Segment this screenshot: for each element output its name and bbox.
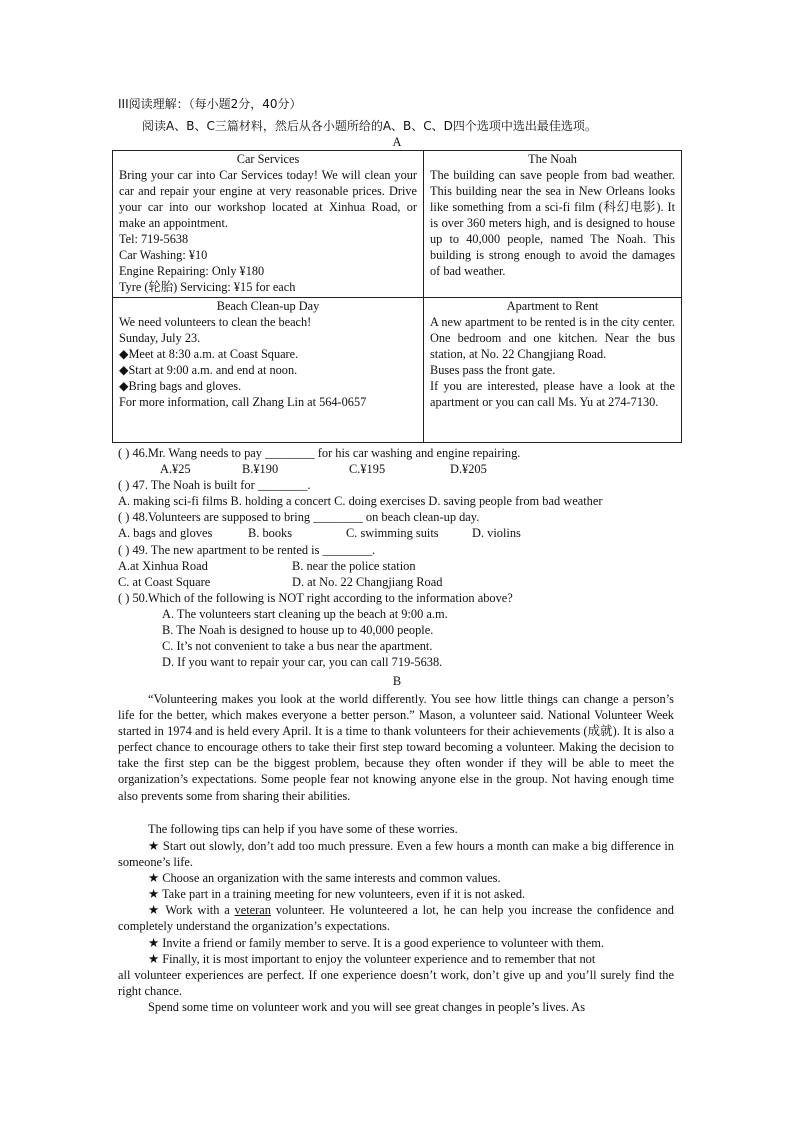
- tip-1: ★ Start out slowly, don’t add too much pressure. Even a few hours a month can make a big difference in someone’s life.: [118, 839, 674, 870]
- q46-option-c: C.¥195: [349, 462, 386, 476]
- question-47: ( ) 47. The Noah is built for ________.: [118, 478, 311, 492]
- ad-text: ◆Bring bags and gloves.: [119, 379, 242, 393]
- ad-text: ◆Start at 9:00 a.m. and end at noon.: [119, 363, 298, 377]
- passage-b-label: B: [392, 674, 402, 688]
- question-49: ( ) 49. The new apartment to be rented is ________.: [118, 543, 376, 557]
- underlined-word-veteran: veteran: [234, 903, 272, 917]
- ads-row-1: [113, 151, 682, 298]
- ad-text: A new apartment to be rented is in the city center. One bedroom and one kitchen. Near the bus station, at No. 22 Changjiang Road.: [430, 315, 675, 361]
- q49-option-d: D. at No. 22 Changjiang Road: [292, 575, 443, 589]
- q49-option-a: A.at Xinhua Road: [118, 559, 208, 573]
- ad-title: Apartment to Rent: [506, 299, 599, 313]
- tip-4-start: ★ Work with a: [148, 903, 235, 917]
- ad-text: Engine Repairing: Only ¥180: [119, 264, 265, 278]
- section-header: III阅读理解：（每小题2分，40分）: [118, 97, 302, 111]
- ad-car-services: [113, 151, 424, 298]
- tip-6-line-1: ★ Finally, it is most important to enjoy the volunteer experience and to remember that not: [148, 952, 596, 966]
- passage-b-paragraph-2: The following tips can help if you have some of these worries.: [148, 822, 458, 836]
- passage-a-label: A: [392, 135, 402, 149]
- ad-apartment: [424, 298, 682, 443]
- tip-2: ★ Choose an organization with the same interests and common values.: [148, 871, 501, 885]
- ads-table: [112, 150, 682, 443]
- q50-option-a: A. The volunteers start cleaning up the beach at 9:00 a.m.: [162, 607, 448, 621]
- q49-option-c: C. at Coast Square: [118, 575, 211, 589]
- q48-option-a: A. bags and gloves: [118, 526, 213, 540]
- ads-row-2: [113, 298, 682, 443]
- ad-text: We need volunteers to clean the beach!: [119, 315, 312, 329]
- ad-title: Car Services: [236, 152, 300, 166]
- q48-option-b: B. books: [248, 526, 293, 540]
- tip-4-end: volunteer. He volunteered a lot, he can help you increase the confidence and completely understand the organization’s expectations.: [118, 903, 674, 934]
- ad-text: Buses pass the front gate.: [430, 363, 556, 377]
- ad-text: Sunday, July 23.: [119, 331, 201, 345]
- q50-option-b: B. The Noah is designed to house up to 40,000 people.: [162, 623, 434, 637]
- tip-6-continued: all volunteer experiences are perfect. If one experience doesn’t work, don’t give up and you’ll surely find the right chance.: [118, 968, 674, 999]
- q47-options: A. making sci-fi films B. holding a concert C. doing exercises D. saving people from bad weather: [118, 494, 603, 508]
- q46-option-b: B.¥190: [242, 462, 279, 476]
- ad-beach-cleanup: [113, 298, 424, 443]
- tip-3: ★ Take part in a training meeting for new volunteers, even if it is not asked.: [148, 887, 526, 901]
- q50-option-d: D. If you want to repair your car, you can call 719-5638.: [162, 655, 443, 669]
- ad-text: Car Washing: ¥10: [119, 248, 208, 262]
- ad-the-noah: [424, 151, 682, 298]
- instructions: 阅读A、B、C三篇材料，然后从各小题所给的A、B、C、D四个选项中选出最佳选项。: [142, 119, 597, 133]
- question-50: ( ) 50.Which of the following is NOT right according to the information above?: [118, 591, 513, 605]
- ad-text: If you are interested, please have a look at the apartment or you can call Ms. Yu at 274-7130.: [430, 379, 675, 409]
- ad-text: The building can save people from bad weather. This building near the sea in New Orleans looks like something from a sci-fi film (科幻电影). It is over 360 meters high, and is designed to house up to 40,000 people, named The Noah. This building is strong enough to avoid the damages of bad weather.: [430, 168, 675, 278]
- ad-title: Beach Clean-up Day: [216, 299, 320, 313]
- ad-text: Bring your car into Car Services today! We will clean your car and repair your engine at very reasonable prices. Drive your car into our workshop located at Xinhua Road, or make an appointment.: [119, 168, 417, 230]
- q46-option-a: A.¥25: [160, 462, 191, 476]
- tip-4: [118, 902, 674, 934]
- ad-text: ◆Meet at 8:30 a.m. at Coast Square.: [119, 347, 299, 361]
- q46-option-d: D.¥205: [450, 462, 487, 476]
- passage-b-paragraph-3: Spend some time on volunteer work and you will see great changes in people’s lives. As: [148, 1000, 586, 1014]
- q48-option-c: C. swimming suits: [346, 526, 439, 540]
- ad-text: For more information, call Zhang Lin at 564-0657: [119, 395, 367, 409]
- q48-option-d: D. violins: [472, 526, 521, 540]
- question-48: ( ) 48.Volunteers are supposed to bring ________ on beach clean-up day.: [118, 510, 480, 524]
- question-46: ( ) 46.Mr. Wang needs to pay ________ for his car washing and engine repairing.: [118, 446, 521, 460]
- tip-5: ★ Invite a friend or family member to serve. It is a good experience to volunteer with them.: [148, 936, 604, 950]
- passage-b-paragraph-1: “Volunteering makes you look at the world differently. You see how little things can change a person’s life for the better, which makes everyone a better person.” Mason, a volunteer said. National Volunteer Week started in 1974 and is held every April. It is a time to thank volunteers for their achievements (成就). It is also a perfect chance to encourage others to take their first step toward becoming a volunteer. Making the decision to take the first step can be the biggest problem, because they often wonder if they will be able to meet the organization’s expectations. Some people fear not knowing anyone else in the group. Not having enough time also prevents some from sharing their abilities.: [118, 692, 674, 803]
- ad-title: The Noah: [528, 152, 577, 166]
- ad-text: Tel: 719-5638: [119, 232, 189, 246]
- q50-option-c: C. It’s not convenient to take a bus near the apartment.: [162, 639, 433, 653]
- ad-text: Tyre (轮胎) Servicing: ¥15 for each: [119, 280, 296, 294]
- q49-option-b: B. near the police station: [292, 559, 416, 573]
